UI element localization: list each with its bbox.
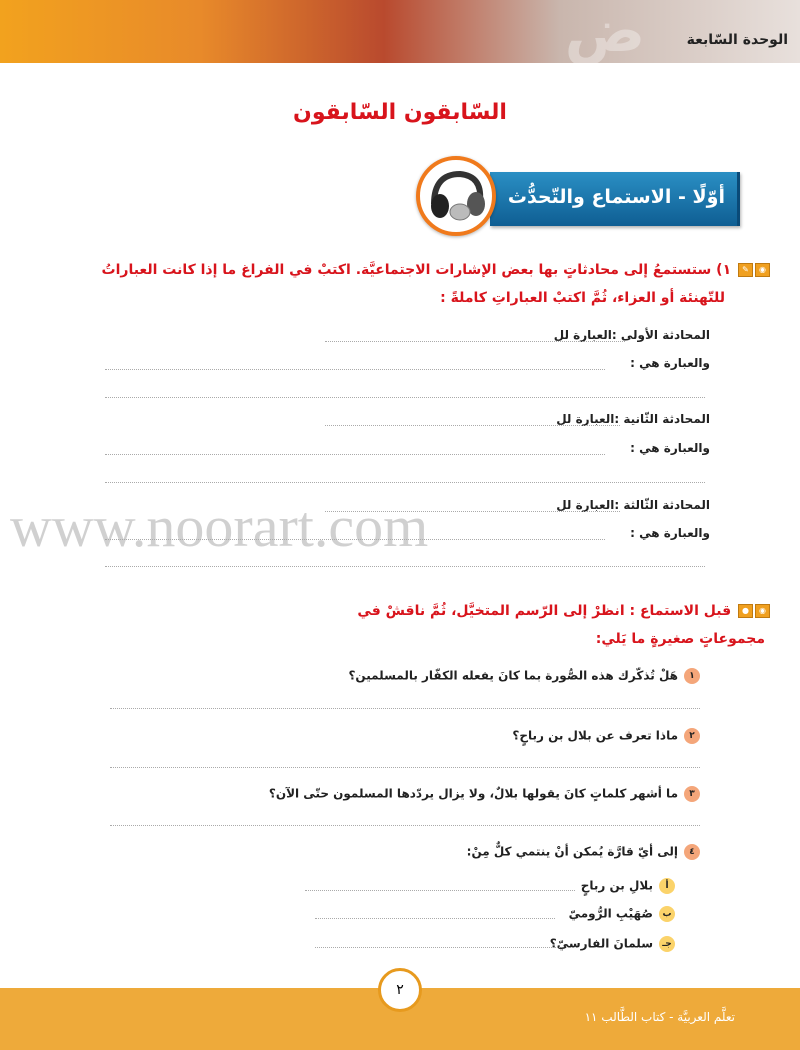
answer-field[interactable] bbox=[105, 482, 705, 483]
question-number: ٣ bbox=[684, 786, 700, 802]
exercise1-line1 bbox=[102, 262, 770, 278]
question-number: ٤ bbox=[684, 844, 700, 860]
answer-field[interactable] bbox=[315, 918, 555, 919]
question-text: ما أشهر كلماتٍ كانَ يقولها بلالٌ، ولا يزال يردّدها المسلمون حتّى الآن؟ bbox=[268, 786, 678, 801]
question-number: ١ bbox=[684, 668, 700, 684]
answer-field[interactable] bbox=[110, 767, 700, 768]
headphones-icon bbox=[416, 156, 496, 236]
header-decoration: ض bbox=[564, 0, 646, 66]
book-title: تعلَّم العربيَّة - كتاب الطَّالب ١١ bbox=[584, 1010, 735, 1024]
question-text: هَلْ تُذكّرك هذه الصُّورة بما كانَ يفعله الكفّار بالمسلمين؟ bbox=[348, 668, 678, 683]
subitem-letter: أ bbox=[659, 878, 675, 894]
conversation-2-label: المحادثة الثّانية :العبارة لل bbox=[556, 412, 710, 426]
question-3 bbox=[269, 786, 700, 802]
exercise1-number: ١) bbox=[716, 262, 732, 278]
prelisten-line1 bbox=[357, 603, 770, 619]
conversation-3-label: المحادثة الثّالثة :العبارة لل bbox=[556, 498, 710, 512]
answer-field[interactable] bbox=[315, 947, 560, 948]
unit-label: الوحدة السّابعة bbox=[686, 32, 788, 48]
question-number: ٢ bbox=[684, 728, 700, 744]
subitem-b bbox=[569, 906, 675, 922]
subitem-text: بلالِ بن رباحٍ bbox=[580, 878, 653, 893]
question-1 bbox=[348, 668, 700, 684]
pencil-icon: ✎ bbox=[738, 263, 753, 277]
page-number: ٢ bbox=[378, 968, 422, 1012]
prelisten-text: قبل الاستماع : انظرْ إلى الرّسم المتخيَّل، ثُمَّ ناقشْ في bbox=[357, 603, 732, 619]
answer-field[interactable] bbox=[110, 825, 700, 826]
answer-field[interactable] bbox=[105, 397, 705, 398]
answer-field[interactable] bbox=[105, 369, 605, 370]
subitem-text: صُهَيْبِ الرُّوميّ bbox=[568, 906, 653, 921]
subitem-a bbox=[581, 878, 675, 894]
question-2 bbox=[512, 728, 700, 744]
exercise1-line2: للتّهنئة أو العزاء، ثُمَّ اكتبْ العباراتِ كاملةً : bbox=[440, 290, 725, 306]
answer-field[interactable] bbox=[110, 708, 700, 709]
subitem-letter: ب bbox=[659, 906, 675, 922]
answer-field[interactable] bbox=[325, 425, 620, 426]
discussion-icon: ● bbox=[738, 604, 753, 618]
question-4 bbox=[467, 844, 700, 860]
subitem-c bbox=[550, 936, 675, 952]
header-band bbox=[0, 0, 800, 66]
audio-icon: ◉ bbox=[755, 263, 770, 277]
question-text: ماذا تعرف عن بلال بن رباحٍ؟ bbox=[512, 728, 678, 743]
conversation-2-answer-label: والعبارة هي : bbox=[630, 441, 710, 455]
watermark: www.noorart.com bbox=[10, 494, 429, 559]
section-banner: أوّلًا - الاستماع والتّحدُّث bbox=[490, 172, 740, 226]
answer-field[interactable] bbox=[325, 341, 625, 342]
page-title: السّابقون السّابقون bbox=[293, 100, 507, 125]
exercise1-text: ستستمعُ إلى محادثاتٍ بها بعض الإشارات الاجتماعيَّة. اكتبْ في الفراغ ما إذا كانت العباراتُ bbox=[101, 262, 712, 278]
answer-field[interactable] bbox=[105, 566, 705, 567]
subitem-text: سلمانَ الفارسيّ؟ bbox=[549, 936, 653, 951]
conversation-1-label: المحادثة الأولى :العبارة لل bbox=[553, 328, 710, 342]
question-text: إلى أيّ قارَّة يُمكن أنْ ينتمي كلٌّ مِنْ: bbox=[466, 844, 678, 859]
prelisten-line2: مجموعاتٍ صغيرةٍ ما يَلي: bbox=[595, 631, 765, 647]
conversation-1-answer-label: والعبارة هي : bbox=[630, 356, 710, 370]
audio-icon: ◉ bbox=[755, 604, 770, 618]
subitem-letter: جـ bbox=[659, 936, 675, 952]
answer-field[interactable] bbox=[105, 454, 605, 455]
conversation-3-answer-label: والعبارة هي : bbox=[630, 526, 710, 540]
answer-field[interactable] bbox=[305, 890, 575, 891]
